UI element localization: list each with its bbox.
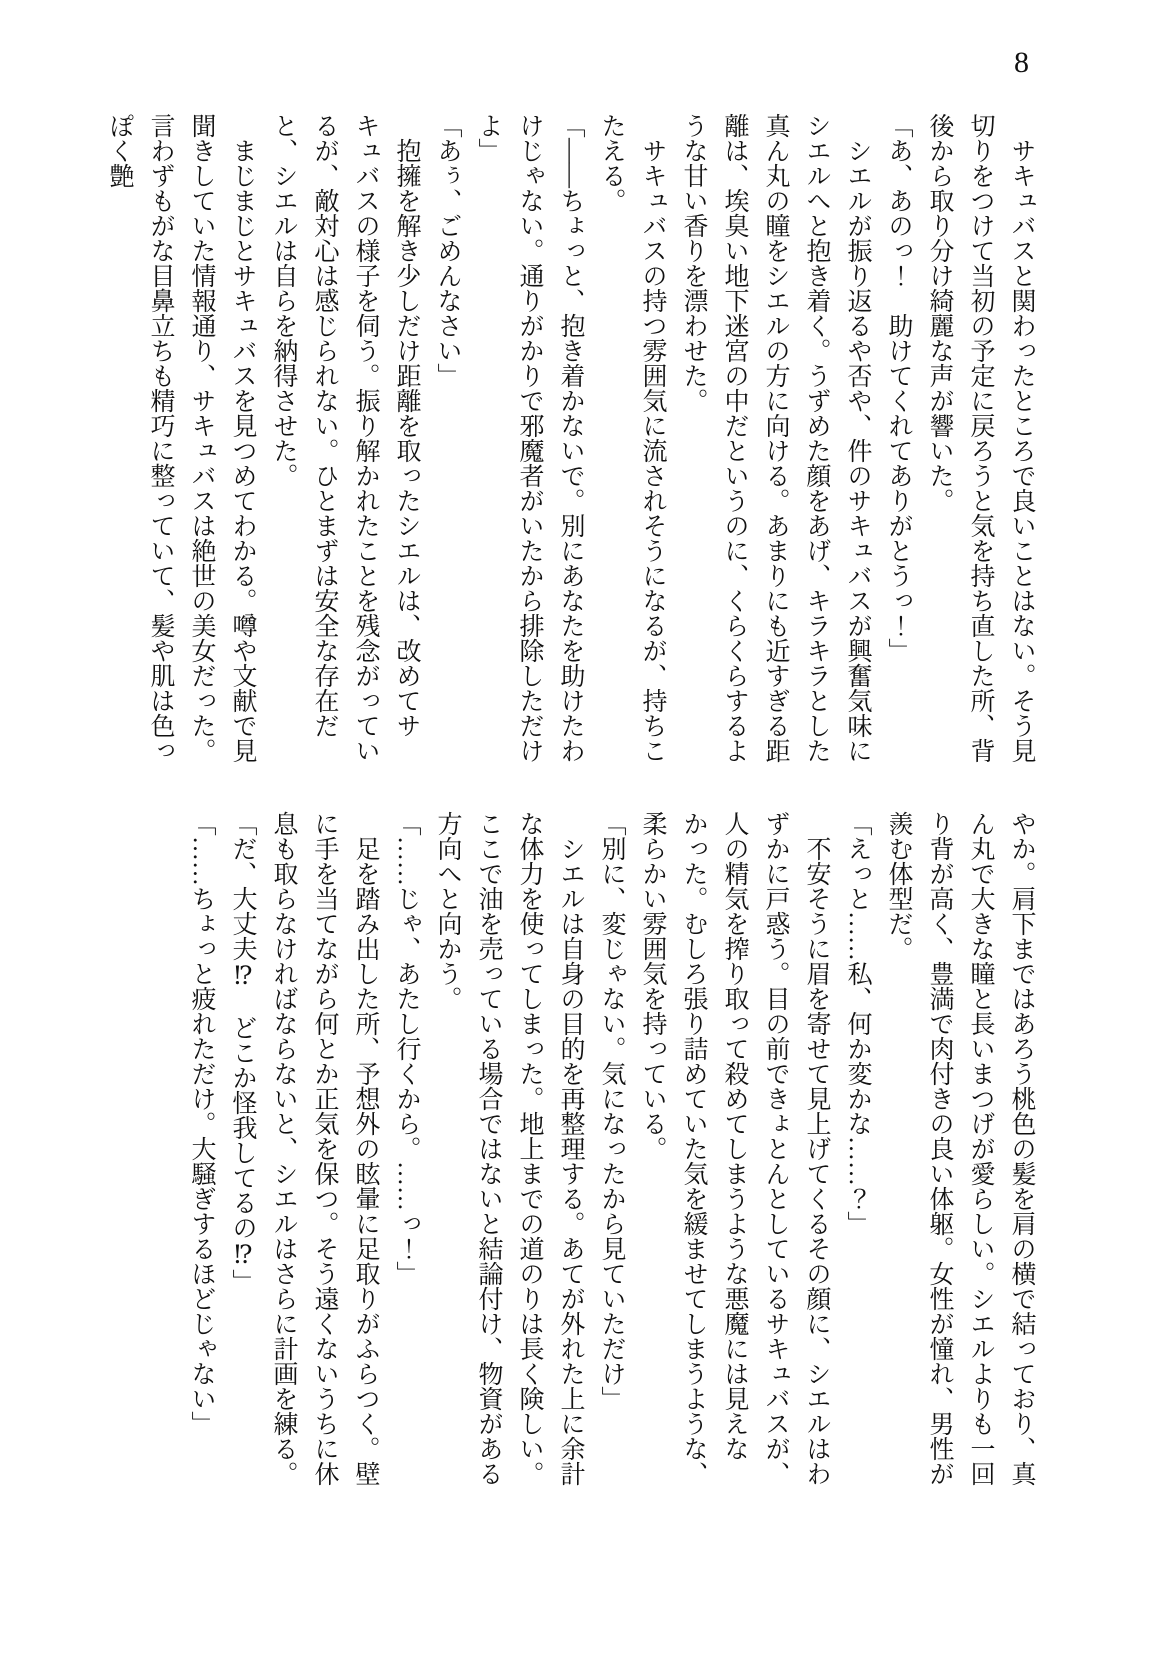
paragraph: 「だ、大丈夫⁉ どこか怪我してるの⁉」 (229, 811, 256, 1294)
paragraph: 不安そうに眉を寄せて見上げてくるその顔に、シエルはわずかに戸惑う。目の前できょとんとしているサキュバスが、人の精気を搾り取って殺めてしまうような悪魔には見えなかった。むしろ張り詰めていた気を緩ませてしまうような、柔らかい雰囲気を持っている。 (639, 811, 830, 1486)
paragraph: まじまじとサキュバスを見つめてわかる。噂や文献で見聞きしていた情報通り、サキュバスは絶世の美女だった。言わずもがな目鼻立ちも精巧に整っていて、髪や肌は色っぽく艶 (106, 113, 256, 763)
paragraph: 「……じゃ、あたし行くから。……っ！」 (393, 811, 420, 1286)
paragraph: サキュバスの持つ雰囲気に流されそうになるが、持ちこたえる。 (598, 113, 666, 763)
paragraph: 抱擁を解き少しだけ距離を取ったシエルは、改めてサキュバスの様子を伺う。振り解かれたことを残念がっているが、敵対心は感じられない。ひとまずは安全な存在だと、シエルは自らを納得させた。 (270, 113, 420, 763)
paragraph: 「あぅ、ごめんなさい」 (434, 113, 461, 388)
paragraph: シエルが振り返るや否や、件のサキュバスが興奮気味にシエルへと抱き着く。うずめた顔をあげ、キラキラとした真ん丸の瞳をシエルの方に向ける。あまりにも近すぎる距離は、埃臭い地下迷宮の中だというのに、くらくらするような甘い香りを漂わせた。 (680, 113, 871, 763)
paragraph: 「――ちょっと、抱き着かないで。別にあなたを助けたわけじゃない。通りがかりで邪魔者がいたから排除しただけよ」 (475, 113, 584, 763)
text-block-top (106, 113, 1042, 773)
text-block-bottom (180, 811, 1042, 1493)
paragraph: 「別に、変じゃない。気になったから見ていただけ」 (598, 811, 625, 1411)
paragraph: 「あ、あのっ！ 助けてくれてありがとうっ！」 (885, 113, 912, 663)
paragraph: 足を踏み出した所、予想外の眩暈に足取りがふらつく。壁に手を当てながら何とか正気を保つ。そう遠くないうちに休息も取らなければならないと、シエルはさらに計画を練る。 (270, 811, 379, 1486)
paragraph: シエルは自身の目的を再整理する。あてが外れた上に余計な体力を使ってしまった。地上までの道のりは長く険しい。ここで油を売っている場合ではないと結論付け、物資がある方向へと向かう。 (434, 811, 584, 1486)
page-number: 8 (1014, 46, 1029, 79)
paragraph: 「……ちょっと疲れただけ。大騒ぎするほどじゃない」 (188, 811, 215, 1436)
paragraph: 「えっと……私、何か変かな……？」 (844, 811, 871, 1236)
paragraph: サキュバスと関わったところで良いことはない。そう見切りをつけて当初の予定に戻ろうと気を持ち直した所、背後から取り分け綺麗な声が響いた。 (926, 113, 1035, 763)
paragraph: やか。肩下まではあろう桃色の髪を肩の横で結っており、真ん丸で大きな瞳と長いまつげが愛らしい。シエルよりも一回り背が高く、豊満で肉付きの良い体躯。女性が憧れ、男性が羨む体型だ。 (885, 811, 1035, 1486)
